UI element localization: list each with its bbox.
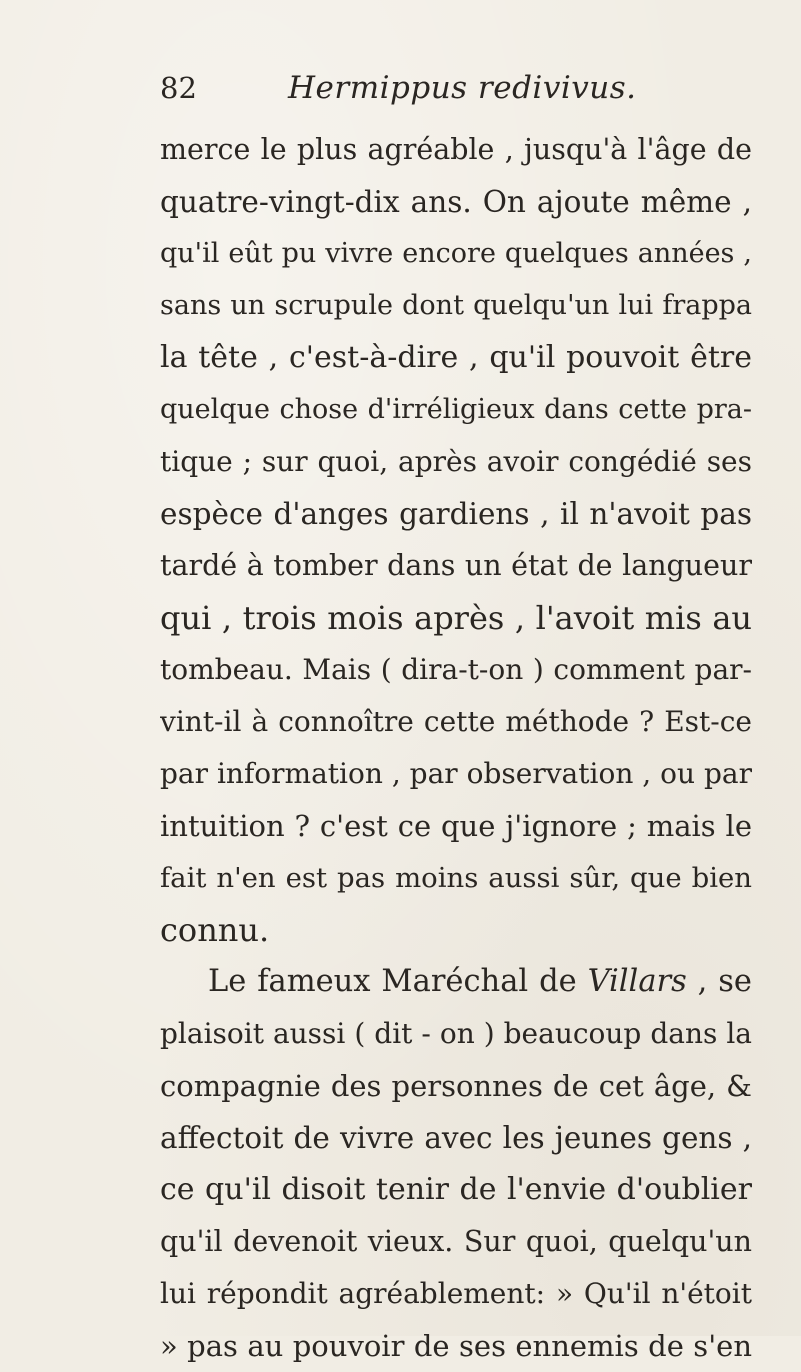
text-line: qui , trois mois après , l'avoit mis au [160,599,752,637]
text-line: fait n'en est pas moins aussi sûr, que bien [160,862,752,894]
text-line: ce qu'il disoit tenir de l'envie d'oublier [160,1172,752,1207]
text-line: tique ; sur quoi, après avoir congédié ses [160,445,752,478]
text-line: vint-il à connoître cette méthode ? Est-ce [160,705,752,738]
text-line: lui répondit agréablement: » Qu'il n'étoit [160,1277,752,1310]
text-line: qu'il devenoit vieux. Sur quoi, quelqu'un [160,1225,752,1258]
text-line: quelque chose d'irréligieux dans cette pra- [160,394,752,425]
text-line: espèce d'anges gardiens , il n'avoit pas [160,497,752,531]
text-line: sans un scrupule dont quelqu'un lui frappa [160,290,752,321]
text-line: compagnie des personnes de cet âge, & [160,1069,752,1103]
text-line: affectoit de vivre avec les jeunes gens , [160,1121,752,1155]
text-line: par information , par observation , ou par [160,757,752,790]
paragraph-end-line: connu. [160,911,270,949]
running-title: Hermippus redivivus. [288,70,637,106]
text-line: tardé à tomber dans un état de langueur [160,549,752,582]
text-line: intuition ? c'est ce que j'ignore ; mais le [160,809,752,843]
body-text [160,124,752,1372]
text-line: tombeau. Mais ( dira-t-on ) comment par- [160,653,752,686]
page-header [160,66,720,110]
text-fragment: Le fameux Maréchal de [208,964,577,999]
text-line: » pas au pouvoir de ses ennemis de s'en [160,1329,752,1363]
text-line: plaisoit aussi ( dit - on ) beaucoup dans la [160,1017,752,1050]
page-number: 82 [160,71,197,105]
text-line: la tête , c'est-à-dire , qu'il pouvoit être [160,340,752,375]
text-line: qu'il eût pu vivre encore quelques années , [160,238,752,269]
paragraph-start-line [160,956,752,1008]
text-line: quatre-vingt-dix ans. On ajoute même , [160,185,752,219]
villars-name: Villars [587,964,687,999]
text-line: merce le plus agréable , jusqu'à l'âge de [160,133,752,166]
text-fragment: , se [686,964,752,999]
